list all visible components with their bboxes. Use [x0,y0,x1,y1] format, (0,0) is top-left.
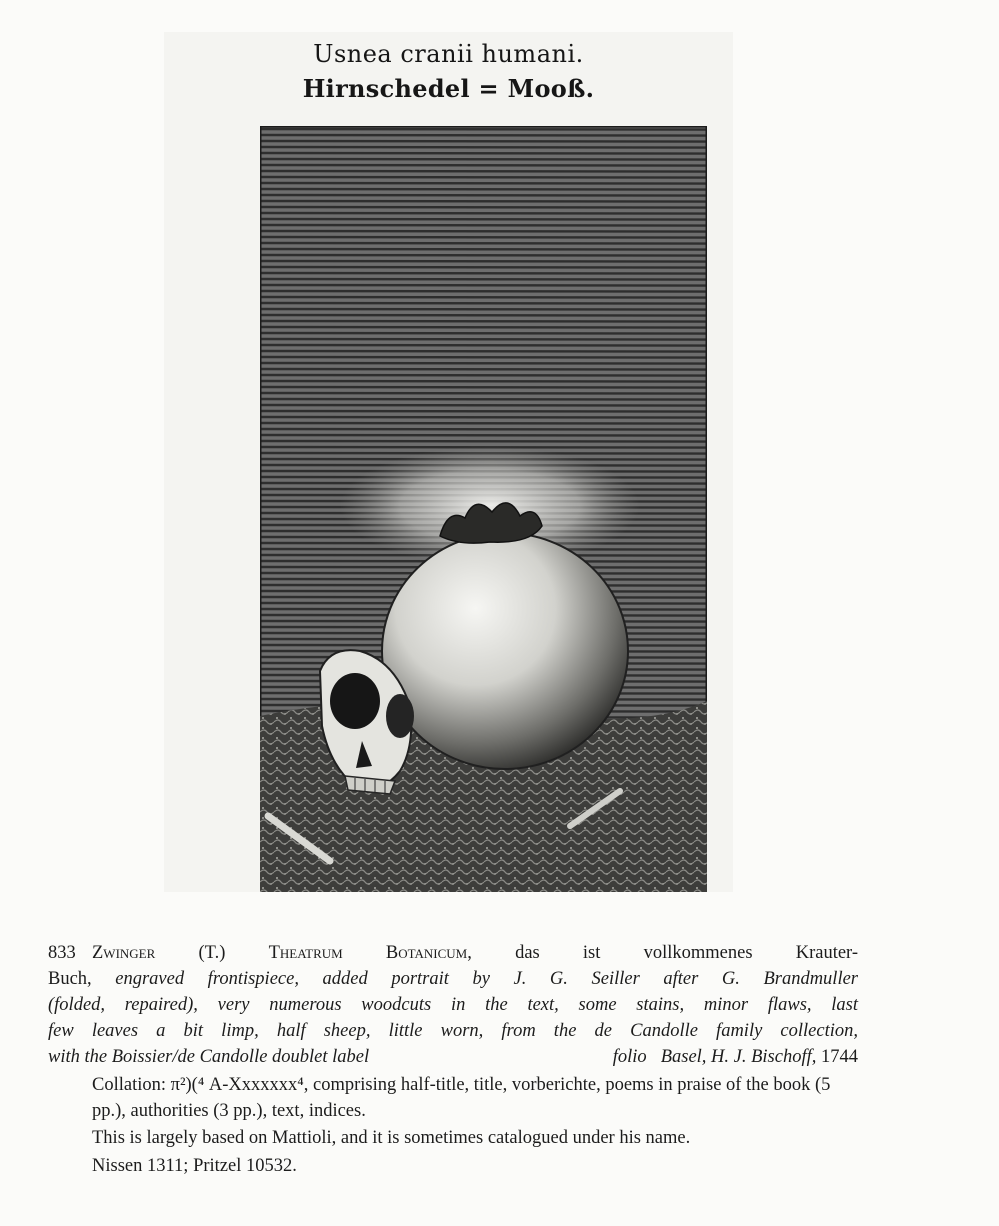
collation-formula: π²)(⁴ A-Xxxxxxx⁴ [170,1075,304,1095]
entry-line-5 [48,1044,858,1070]
frontispiece-plate [164,32,733,892]
collation-text: , comprising half-title, title, vorberichte, poems in praise of the book (5 pp.), authorities (3 pp.), text, indices. [92,1075,831,1121]
plate-title-latin: Usnea cranii humani. [313,40,584,68]
entry-line-2 [48,966,858,992]
imprint: Basel, H. J. Bischoff, [660,1047,817,1067]
skull-woodcut-illustration [260,126,707,892]
entry-line-1 [48,940,858,966]
collation [92,1072,862,1124]
title-continuation: , das ist vollkommenes Krauter- [467,943,858,963]
year: 1744 [821,1047,858,1067]
description-1: engraved frontispiece, added portrait by J. G. Seiller after G. Brandmuller [115,969,858,989]
title-end: Buch, [48,969,92,989]
format: folio [612,1047,647,1067]
author: Zwinger (T.) [92,943,226,963]
plate-title-german: Hirnschedel = Mooß. [302,74,595,103]
note-references: Nissen 1311; Pritzel 10532. [92,1156,297,1176]
description-5: with the Boissier/de Candolle doublet label [48,1047,370,1067]
lot-number: 833 [48,943,76,963]
entry-line-3: (folded, repaired), very numerous woodcuts in the text, some stains, minor flaws, last [48,995,858,1015]
note-mattioli: This is largely based on Mattioli, and it is sometimes catalogued under his name. [92,1128,691,1148]
book-title: Theatrum Botanicum [268,943,468,963]
entry-line-4: few leaves a bit limp, half sheep, little worn, from the de Candolle family collection, [48,1021,858,1041]
collation-label: Collation: [92,1075,166,1095]
catalogue-entry [48,940,858,1070]
